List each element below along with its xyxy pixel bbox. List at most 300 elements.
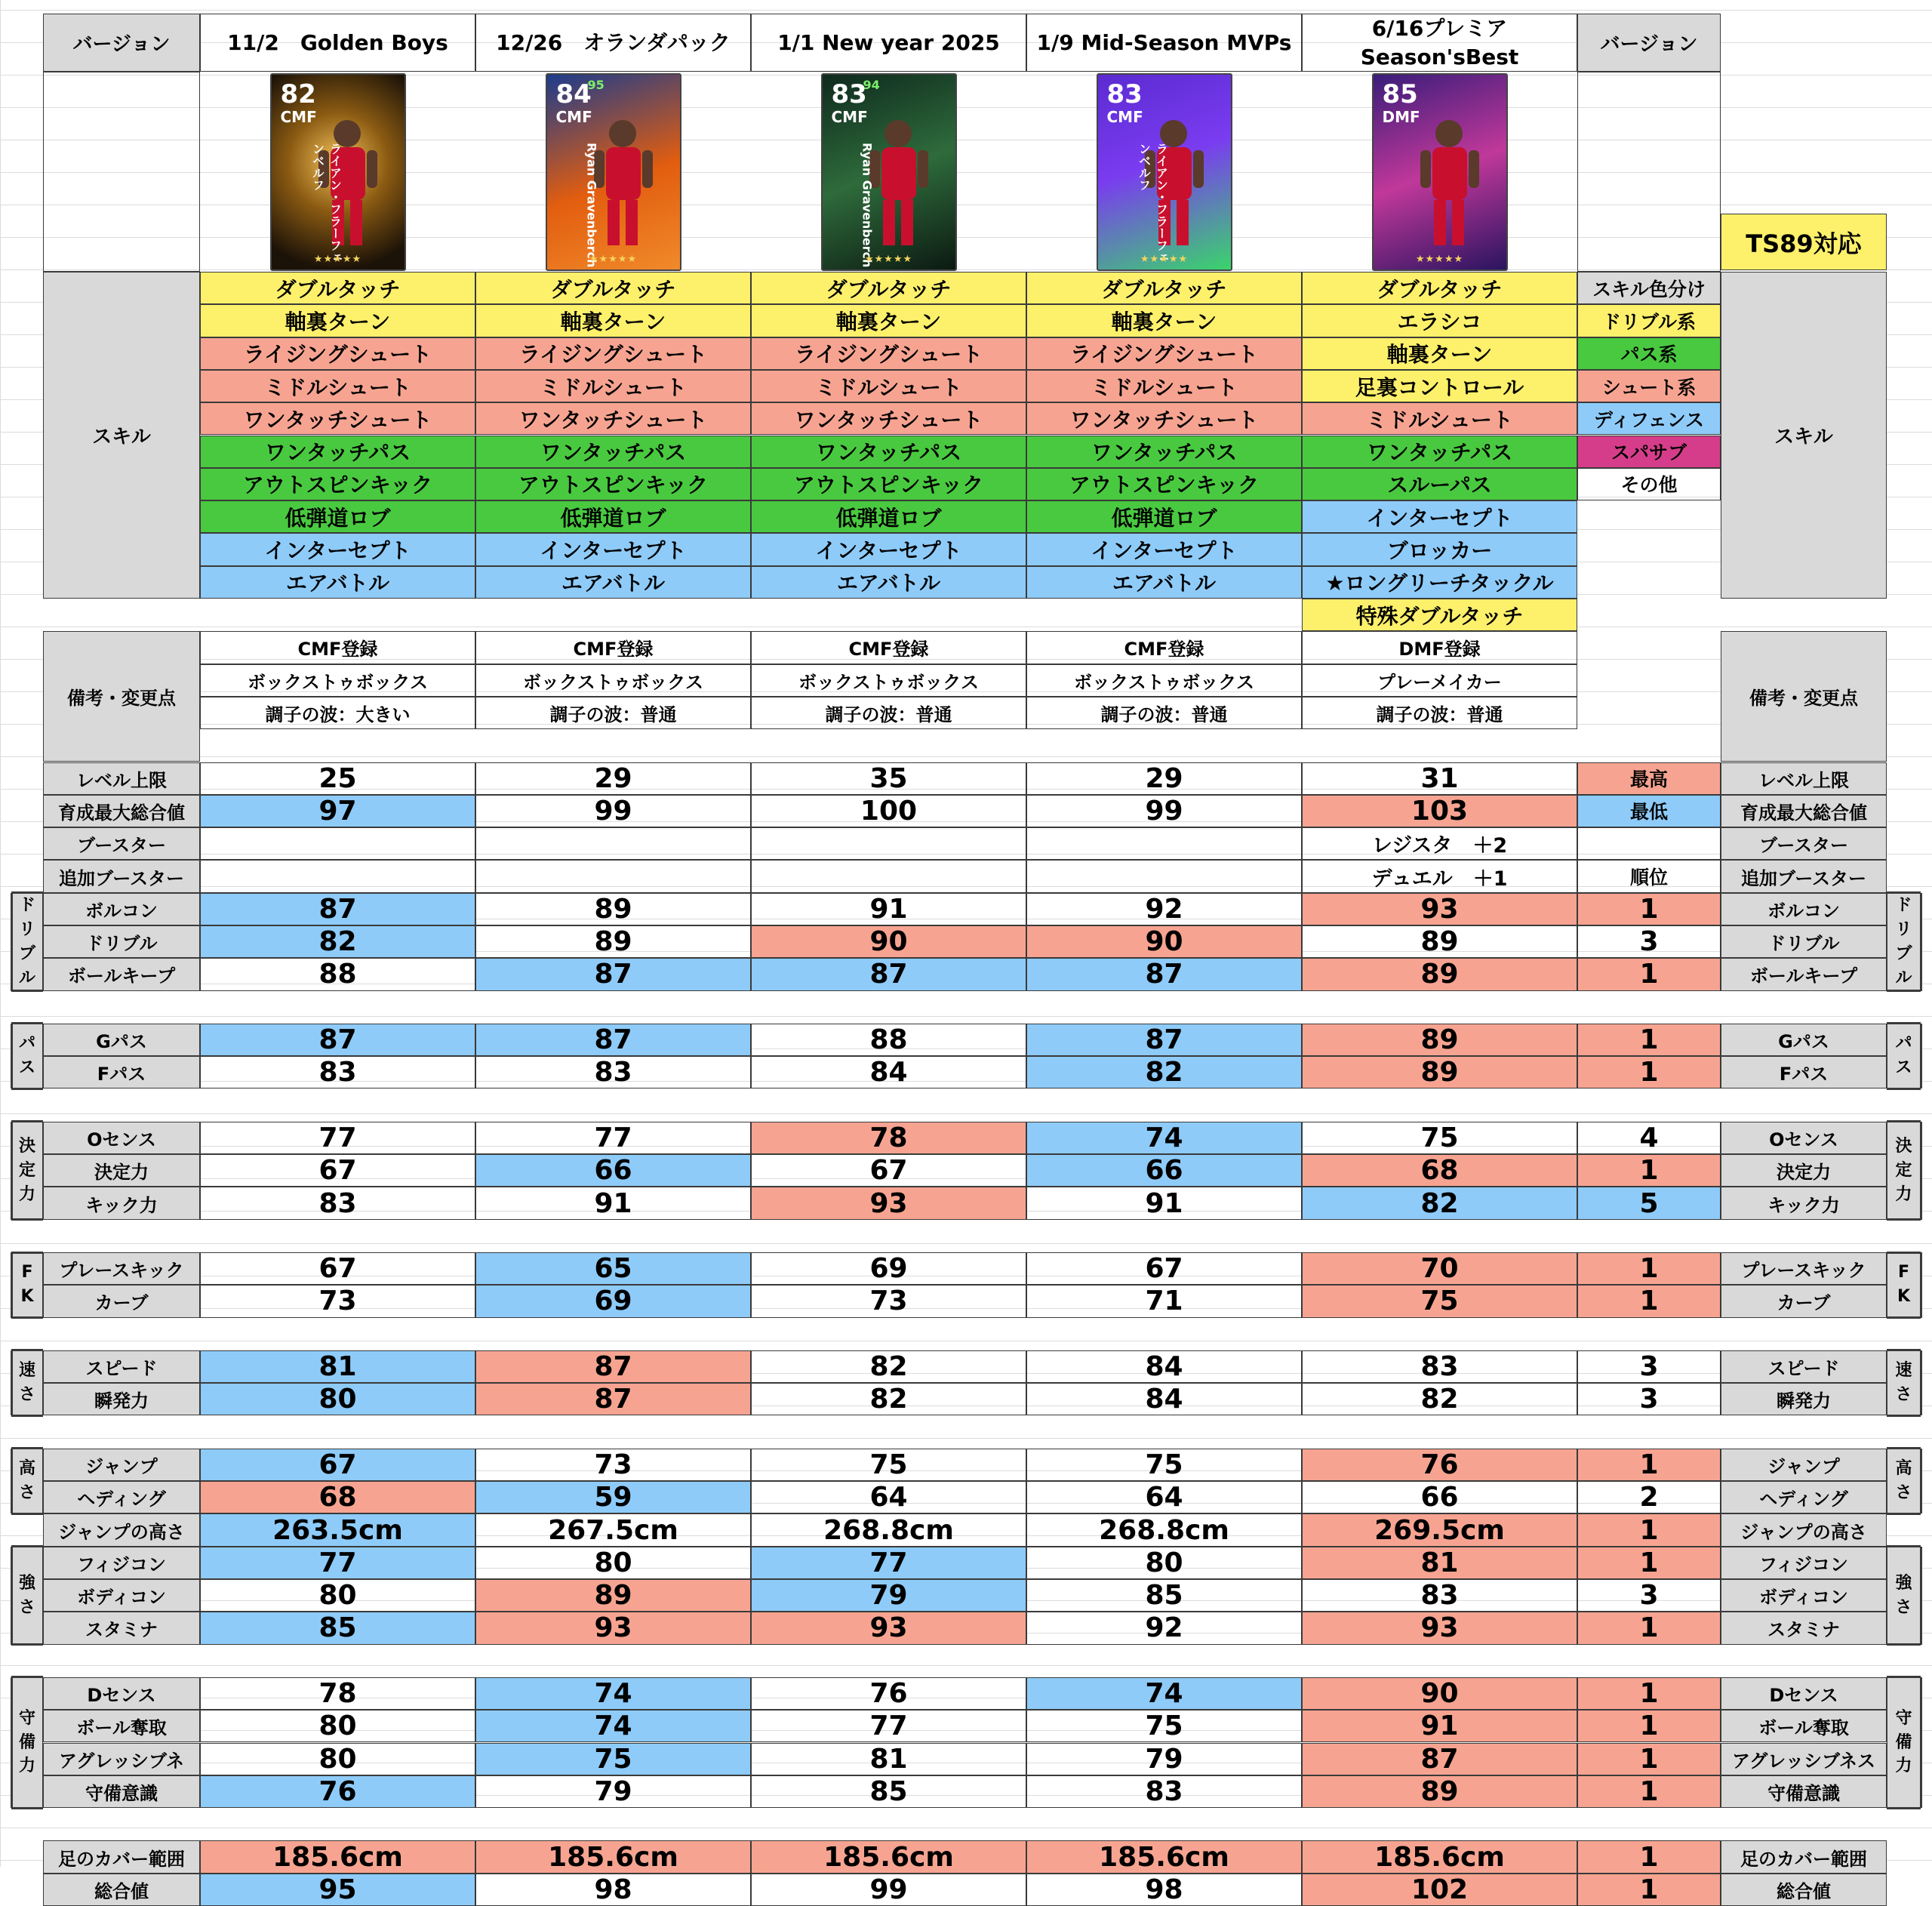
version-title: 11/2 Golden Boys (200, 14, 475, 72)
skill-item: インターセプト (751, 533, 1026, 565)
stat-value: 81 (1302, 1547, 1577, 1579)
note-item: 調子の波：普通 (751, 697, 1026, 729)
grid-line (11, 1547, 13, 1645)
skill-item: 低弾道ロブ (475, 500, 751, 533)
skill-item: エアバトル (475, 566, 751, 599)
skill-item: ワンタッチパス (475, 436, 751, 468)
stat-value: 103 (1302, 795, 1577, 827)
grid-line (1887, 1120, 1921, 1122)
skill-legend-item: ディフェンス (1577, 402, 1721, 435)
stat-value: 91 (1302, 1710, 1577, 1742)
stat-value: 89 (1302, 1056, 1577, 1088)
stat-value: 268.8cm (751, 1513, 1026, 1546)
stat-value: 87 (200, 893, 475, 925)
rank-value: 1 (1577, 1252, 1721, 1285)
stat-value: レジスタ ＋2 (1302, 827, 1577, 860)
rank-value: 3 (1577, 925, 1721, 958)
stat-value: 80 (200, 1743, 475, 1775)
group-label-right: 高 さ (1887, 1449, 1921, 1514)
card-player-name: ライアン・フラーフェンベルフ (1137, 143, 1169, 263)
grid-line (1920, 893, 1922, 991)
group-label-right: 決 定 力 (1887, 1122, 1921, 1220)
stat-value: 185.6cm (751, 1840, 1026, 1873)
grid-line (1887, 1022, 1921, 1024)
stat-label: ヘディング (43, 1481, 200, 1513)
notes-label-right: 備考・変更点 (1721, 631, 1887, 762)
star-rating-icon: ★★★★★ (1415, 254, 1464, 265)
card-position: CMF (831, 108, 868, 126)
group-label-left: ド リ ブ ル (11, 893, 43, 991)
rank-value: 5 (1577, 1187, 1721, 1219)
stat-value: 80 (1026, 1547, 1302, 1579)
grid-line (11, 1022, 43, 1024)
version-title: 12/26 オランダパック (475, 14, 751, 72)
stat-value: 75 (1026, 1449, 1302, 1481)
version-title: 6/16プレミア Season'sBest (1302, 14, 1577, 72)
stat-value: 89 (1302, 1775, 1577, 1808)
card-golden-boys-icon (270, 73, 406, 271)
note-item: プレーメイカー (1302, 664, 1577, 697)
stat-value: 66 (475, 1154, 751, 1187)
stat-label-right: ボール奪取 (1721, 1710, 1887, 1742)
stat-value (1026, 860, 1302, 892)
skill-item: インターセプト (200, 533, 475, 565)
stat-value: 66 (1302, 1481, 1577, 1513)
grid-line (11, 1513, 43, 1515)
stat-label: カーブ (43, 1285, 200, 1317)
group-label-right: パ ス (1887, 1024, 1921, 1089)
skill-item: ライジングシュート (751, 337, 1026, 370)
stat-value: 66 (1026, 1154, 1302, 1187)
stat-label: 決定力 (43, 1154, 200, 1187)
stat-value: 87 (475, 1024, 751, 1056)
grid-line (1887, 1415, 1921, 1417)
skill-item: エアバトル (751, 566, 1026, 599)
rank-value: 1 (1577, 1840, 1721, 1873)
stat-value: デュエル ＋1 (1302, 860, 1577, 892)
rank-value: 3 (1577, 1383, 1721, 1415)
stat-value: 89 (475, 1579, 751, 1612)
skill-item: ダブルタッチ (475, 272, 751, 304)
image-row-right (1577, 72, 1721, 272)
stat-value: 93 (1302, 893, 1577, 925)
stat-value: 29 (1026, 762, 1302, 795)
grid-line (11, 1447, 43, 1449)
grid-line (1887, 1447, 1921, 1449)
stat-value: 88 (751, 1024, 1026, 1056)
stat-value: 77 (475, 1122, 751, 1154)
rank-value: 最高 (1577, 762, 1721, 795)
stat-value: 99 (1026, 795, 1302, 827)
stat-value: 29 (475, 762, 751, 795)
stat-label: 育成最大総合値 (43, 795, 200, 827)
stat-value: 93 (475, 1612, 751, 1644)
stat-value: 35 (751, 762, 1026, 795)
star-rating-icon: ★★★★★ (313, 254, 362, 265)
grid-line (1887, 1316, 1921, 1319)
note-item: 調子の波：大きい (200, 697, 475, 729)
stat-value: 68 (200, 1481, 475, 1513)
stat-value: 89 (1302, 1024, 1577, 1056)
stat-value: 80 (475, 1547, 751, 1579)
group-label-left: 守 備 力 (11, 1677, 43, 1808)
stat-value: 76 (1302, 1449, 1577, 1481)
stat-label-right: レベル上限 (1721, 762, 1887, 795)
stat-value: 83 (200, 1187, 475, 1219)
skill-item: アウトスピンキック (475, 468, 751, 500)
stat-value: 75 (751, 1449, 1026, 1481)
stat-value: 87 (1302, 1743, 1577, 1775)
stat-label: Oセンス (43, 1122, 200, 1154)
stat-value: 83 (1302, 1350, 1577, 1383)
stat-value: 87 (475, 1350, 751, 1383)
skill-item: ミドルシュート (475, 370, 751, 402)
stat-label-right: カーブ (1721, 1285, 1887, 1317)
stat-value: 80 (200, 1579, 475, 1612)
stat-label-right: Gパス (1721, 1024, 1887, 1056)
grid-line (1920, 1252, 1922, 1318)
rank-value: 1 (1577, 1024, 1721, 1056)
grid-line (1887, 1545, 1921, 1547)
group-label-left: パ ス (11, 1024, 43, 1089)
grid-line (1887, 1676, 1921, 1678)
rank-value: 1 (1577, 1285, 1721, 1317)
stat-value: 78 (200, 1677, 475, 1710)
grid-line (11, 1120, 43, 1122)
stat-label-right: ブースター (1721, 827, 1887, 860)
grid-line (11, 1252, 13, 1318)
version-title: 1/9 Mid-Season MVPs (1026, 14, 1302, 72)
stat-value: 25 (200, 762, 475, 795)
stat-value: 82 (751, 1350, 1026, 1383)
card-rating: 85 (1382, 79, 1418, 109)
stat-value: 98 (475, 1874, 751, 1906)
skill-item: 低弾道ロブ (1026, 500, 1302, 533)
stat-value: 92 (1026, 1612, 1302, 1644)
stat-label-right: スタミナ (1721, 1612, 1887, 1644)
stat-value (751, 827, 1026, 860)
stat-value: 83 (1302, 1579, 1577, 1612)
card-new-year-icon (821, 73, 957, 271)
stat-label-right: Oセンス (1721, 1122, 1887, 1154)
skill-item: エアバトル (1026, 566, 1302, 599)
stat-value: 77 (200, 1122, 475, 1154)
stat-label: キック力 (43, 1187, 200, 1219)
stat-label-right: 足のカバー範囲 (1721, 1840, 1887, 1873)
stat-label-right: スピード (1721, 1350, 1887, 1383)
star-rating-icon: ★★★★★ (864, 254, 913, 265)
grid-line (11, 1088, 43, 1090)
stat-value: 82 (1302, 1187, 1577, 1219)
rank-value: 1 (1577, 1449, 1721, 1481)
rank-value: 1 (1577, 1710, 1721, 1742)
skill-item: インターセプト (1302, 500, 1577, 533)
stat-label-right: ドリブル (1721, 925, 1887, 958)
note-item: ボックストゥボックス (751, 664, 1026, 697)
grid-line (1920, 1122, 1922, 1220)
note-item: 調子の波：普通 (475, 697, 751, 729)
stat-value: 82 (751, 1383, 1026, 1415)
skill-item: ワンタッチシュート (751, 402, 1026, 435)
stat-label: ボール奪取 (43, 1710, 200, 1742)
stat-value: 82 (1302, 1383, 1577, 1415)
card-player-name: Ryan Gravenberch (584, 143, 599, 268)
grid-line (11, 1316, 43, 1319)
group-label-left: 強 さ (11, 1547, 43, 1645)
note-item: 調子の波：普通 (1026, 697, 1302, 729)
card-rating: 82 (280, 79, 316, 109)
card-premier-season-best-icon (1372, 73, 1508, 271)
note-item: CMF登録 (200, 631, 475, 664)
card-position: DMF (1382, 108, 1420, 126)
stat-value: 83 (475, 1056, 751, 1088)
stat-value: 75 (1302, 1122, 1577, 1154)
stat-value: 81 (200, 1350, 475, 1383)
stat-label: スピード (43, 1350, 200, 1383)
notes-label-left: 備考・変更点 (43, 631, 200, 762)
stat-label: ボールキープ (43, 958, 200, 990)
stat-value: 77 (200, 1547, 475, 1579)
card-rating: 84 (555, 79, 592, 109)
star-rating-icon: ★★★★★ (1140, 254, 1189, 265)
stat-value: 185.6cm (1302, 1840, 1577, 1873)
rank-value: 1 (1577, 1056, 1721, 1088)
stat-value: 87 (475, 1383, 751, 1415)
stat-value: 82 (200, 925, 475, 958)
stat-value (751, 860, 1026, 892)
stat-value: 87 (1026, 958, 1302, 990)
stat-value: 87 (751, 958, 1026, 990)
grid-line (11, 1218, 43, 1221)
skill-item: ミドルシュート (1302, 402, 1577, 435)
card-netherlands-pack-icon (546, 73, 681, 271)
note-item: ボックストゥボックス (475, 664, 751, 697)
stat-value: 185.6cm (475, 1840, 751, 1873)
stat-label-right: 追加ブースター (1721, 860, 1887, 892)
version-header-left: バージョン (43, 14, 200, 72)
grid-line (11, 893, 13, 991)
rank-value: 4 (1577, 1122, 1721, 1154)
stat-label-right: 育成最大総合値 (1721, 795, 1887, 827)
stat-value: 80 (200, 1383, 475, 1415)
skill-item: ダブルタッチ (1026, 272, 1302, 304)
stat-label: プレースキック (43, 1252, 200, 1285)
grid-line (1920, 1677, 1922, 1808)
stat-value: 185.6cm (200, 1840, 475, 1873)
skill-item: ライジングシュート (475, 337, 751, 370)
stat-label: Gパス (43, 1024, 200, 1056)
stat-value: 97 (200, 795, 475, 827)
stat-label-right: キック力 (1721, 1187, 1887, 1219)
skill-item: ★ロングリーチタックル (1302, 566, 1577, 599)
skill-item: ダブルタッチ (1302, 272, 1577, 304)
skill-item: エラシコ (1302, 304, 1577, 337)
rank-value: 1 (1577, 1513, 1721, 1546)
stat-value: 69 (475, 1285, 751, 1317)
stat-label-right: Dセンス (1721, 1677, 1887, 1710)
stat-label-right: 総合値 (1721, 1874, 1887, 1906)
stat-value: 73 (200, 1285, 475, 1317)
grid-line (11, 1676, 43, 1678)
card-player-name: Ryan Gravenberch (860, 143, 875, 268)
grid-line (1920, 1350, 1922, 1416)
grid-line (11, 1449, 13, 1514)
stat-value: 95 (200, 1874, 475, 1906)
skill-item: ライジングシュート (200, 337, 475, 370)
skill-item: 低弾道ロブ (751, 500, 1026, 533)
stat-value: 90 (1302, 1677, 1577, 1710)
stat-label-right: Fパス (1721, 1056, 1887, 1088)
stat-value: 90 (1026, 925, 1302, 958)
grid-line (1887, 1643, 1921, 1646)
skill-item: インターセプト (1026, 533, 1302, 565)
stat-label: スタミナ (43, 1612, 200, 1644)
stat-value (200, 860, 475, 892)
rank-value: 2 (1577, 1481, 1721, 1513)
stat-label-right: ジャンプ (1721, 1449, 1887, 1481)
stat-label-right: プレースキック (1721, 1252, 1887, 1285)
stat-value: 99 (751, 1874, 1026, 1906)
note-item: CMF登録 (1026, 631, 1302, 664)
grid-line (11, 990, 43, 992)
skill-item: スルーパス (1302, 468, 1577, 500)
skill-item: ワンタッチパス (1026, 436, 1302, 468)
stat-value (475, 860, 751, 892)
skill-item: ワンタッチシュート (200, 402, 475, 435)
skill-item: インターセプト (475, 533, 751, 565)
stat-value: 64 (751, 1481, 1026, 1513)
grid-line (11, 1349, 43, 1351)
group-label-left: F K (11, 1252, 43, 1318)
grid-line (1887, 990, 1921, 992)
stat-value: 93 (1302, 1612, 1577, 1644)
note-item: ボックストゥボックス (1026, 664, 1302, 697)
stat-label-right: 瞬発力 (1721, 1383, 1887, 1415)
grid-line (1887, 1807, 1921, 1809)
grid-line (1887, 1252, 1921, 1254)
group-label-right: 速 さ (1887, 1350, 1921, 1416)
rank-value: 1 (1577, 958, 1721, 990)
group-label-left: 高 さ (11, 1449, 43, 1514)
stat-value: 85 (200, 1612, 475, 1644)
grid-line (11, 1415, 43, 1417)
stat-value: 65 (475, 1252, 751, 1285)
stat-value: 98 (1026, 1874, 1302, 1906)
card-position: CMF (280, 108, 317, 126)
stat-value: 185.6cm (1026, 1840, 1302, 1873)
skill-item: ダブルタッチ (200, 272, 475, 304)
stat-value: 267.5cm (475, 1513, 751, 1546)
grid-line (11, 1807, 43, 1809)
skill-item: ワンタッチパス (200, 436, 475, 468)
stat-value: 76 (751, 1677, 1026, 1710)
skill-item: ライジングシュート (1026, 337, 1302, 370)
stat-label: Fパス (43, 1056, 200, 1088)
stat-value: 77 (751, 1547, 1026, 1579)
skill-item: 軸裏ターン (1302, 337, 1577, 370)
grid-line (1887, 891, 1921, 894)
rank-value: 3 (1577, 1350, 1721, 1383)
stat-value: 268.8cm (1026, 1513, 1302, 1546)
stat-label: ボディコン (43, 1579, 200, 1612)
skill-item: ワンタッチシュート (475, 402, 751, 435)
stat-value: 73 (475, 1449, 751, 1481)
grid-line (11, 1643, 43, 1646)
stat-value: 90 (751, 925, 1026, 958)
stat-value: 75 (1026, 1710, 1302, 1742)
skill-legend-item: シュート系 (1577, 370, 1721, 402)
stat-label: 守備意識 (43, 1775, 200, 1808)
grid-line (1920, 1449, 1922, 1514)
group-label-right: 強 さ (1887, 1547, 1921, 1645)
stat-value: 91 (751, 893, 1026, 925)
rank-value: 1 (1577, 1775, 1721, 1808)
rank-value: 1 (1577, 1547, 1721, 1579)
star-rating-icon: ★★★★★ (589, 254, 638, 265)
grid-line (11, 1024, 13, 1089)
group-label-right: F K (1887, 1252, 1921, 1318)
stat-value: 31 (1302, 762, 1577, 795)
stat-label: ボルコン (43, 893, 200, 925)
grid-line (11, 1252, 43, 1254)
skill-item: ブロッカー (1302, 533, 1577, 565)
skill-item: ミドルシュート (1026, 370, 1302, 402)
rank-value: 1 (1577, 893, 1721, 925)
stat-label: 総合値 (43, 1874, 200, 1906)
grid-line (11, 1350, 13, 1416)
stat-value: 70 (1302, 1252, 1577, 1285)
stat-label: アグレッシブネ (43, 1743, 200, 1775)
stat-value: 76 (200, 1775, 475, 1808)
grid-line (1887, 1513, 1921, 1515)
stat-value: 85 (1026, 1579, 1302, 1612)
stat-value: 77 (751, 1710, 1026, 1742)
ts-compatible-label: TS89対応 (1721, 214, 1887, 270)
note-item: ボックストゥボックス (200, 664, 475, 697)
grid-line (11, 1122, 13, 1220)
skill-legend-item: その他 (1577, 468, 1721, 500)
stat-value: 75 (1302, 1285, 1577, 1317)
skill-item: エアバトル (200, 566, 475, 599)
rank-value: 1 (1577, 1677, 1721, 1710)
card-boost-rating: 94 (863, 78, 880, 92)
stat-value: 79 (475, 1775, 751, 1808)
stat-label-right: ボールキープ (1721, 958, 1887, 990)
stat-label: ジャンプ (43, 1449, 200, 1481)
card-position: CMF (555, 108, 592, 126)
skill-item: ダブルタッチ (751, 272, 1026, 304)
skill-item: ワンタッチパス (1302, 436, 1577, 468)
skill-legend-item: スキル色分け (1577, 272, 1721, 304)
stat-value: 87 (475, 958, 751, 990)
rank-value: 1 (1577, 1874, 1721, 1906)
stat-value: 68 (1302, 1154, 1577, 1187)
grid-line (11, 1677, 13, 1808)
stat-value: 69 (751, 1252, 1026, 1285)
skill-item: ワンタッチシュート (1026, 402, 1302, 435)
stat-value: 59 (475, 1481, 751, 1513)
stat-value: 64 (1026, 1481, 1302, 1513)
card-boost-rating: 95 (587, 78, 605, 92)
skill-item: ミドルシュート (200, 370, 475, 402)
stat-label: ブースター (43, 827, 200, 860)
grid-line (1887, 1218, 1921, 1221)
stat-value: 67 (751, 1154, 1026, 1187)
group-label-left: 速 さ (11, 1350, 43, 1416)
skill-item: 軸裏ターン (1026, 304, 1302, 337)
grid-line (11, 1545, 43, 1547)
card-position: CMF (1106, 108, 1143, 126)
